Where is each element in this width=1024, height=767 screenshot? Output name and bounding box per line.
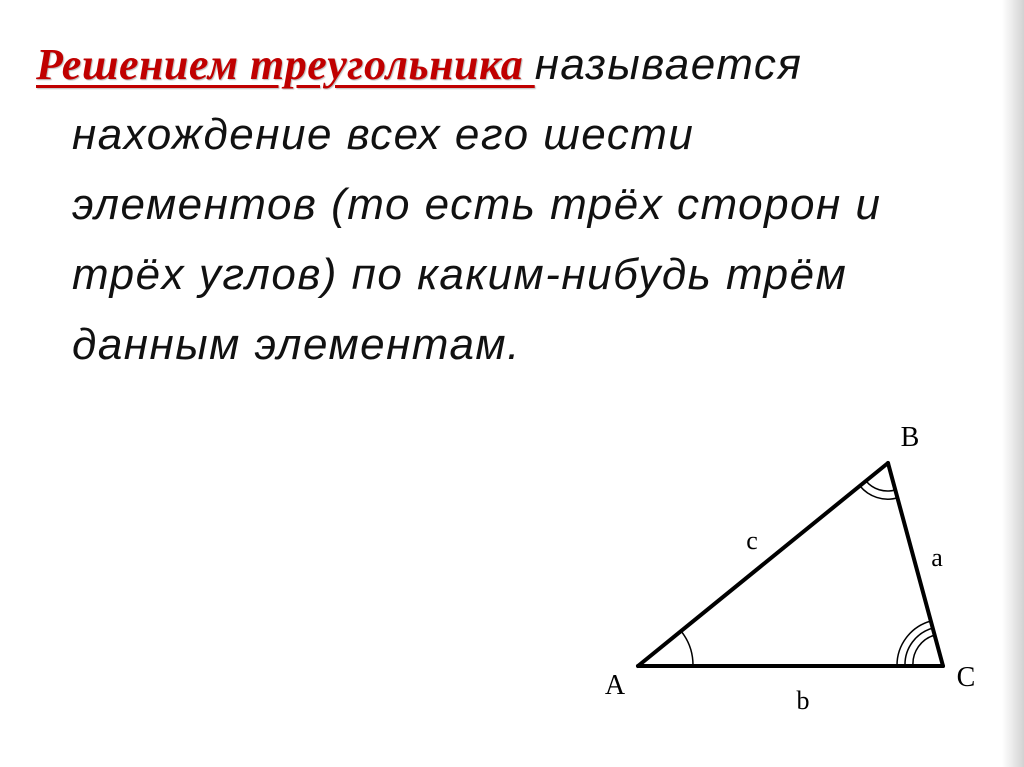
angle-arcs — [681, 481, 935, 666]
vertex-label-b: B — [900, 422, 920, 453]
definition-line-1-rest: называется — [534, 40, 803, 89]
side-label-a: a — [931, 543, 943, 572]
side-c-line — [638, 463, 888, 666]
definition-line-5: данным элементам. — [72, 320, 521, 369]
definition-line-4: трёх углов) по каким-нибудь трём — [72, 250, 848, 299]
vertex-label-a: A — [604, 670, 626, 701]
definition-line-2: нахождение всех его шести — [72, 110, 695, 159]
angle-b-arc-outer — [860, 486, 897, 499]
side-label-b: b — [796, 686, 810, 715]
definition-line-3: элементов (то есть трёх сторон и — [72, 180, 882, 229]
side-label-c: c — [746, 526, 758, 555]
angle-a-arc — [681, 631, 693, 666]
angle-c-arc-inner — [913, 635, 935, 666]
vertex-label-c: C — [956, 662, 976, 693]
angle-b-arc-inner — [866, 481, 895, 491]
defined-term: Решением треугольника — [36, 40, 535, 89]
